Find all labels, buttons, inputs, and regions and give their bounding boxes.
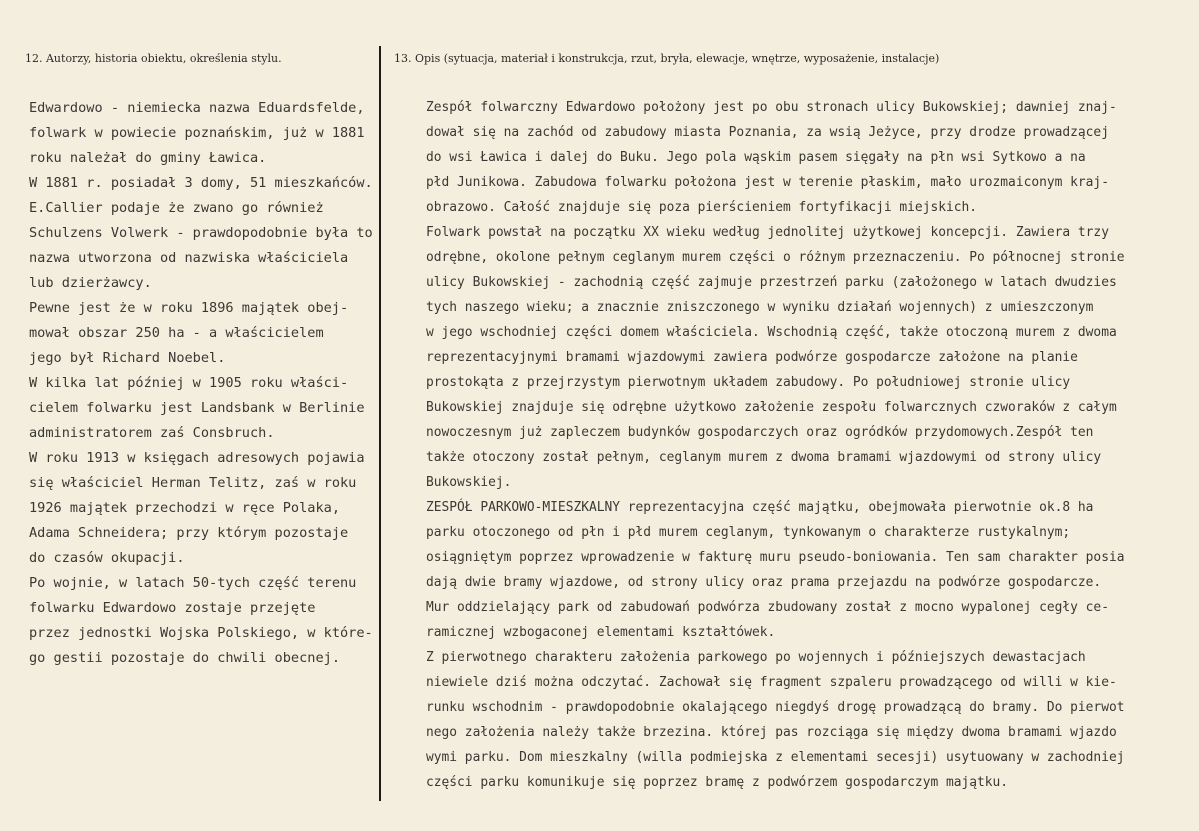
text-line: Bukowskiej. [426, 475, 512, 490]
history-text-column [29, 96, 373, 671]
text-line: się właściciel Herman Telitz, zaś w roku [29, 475, 357, 491]
text-line: roku należał do gminy Ławica. [29, 150, 267, 166]
text-line: lub dzierżawcy. [29, 275, 152, 291]
text-line: 1926 majątek przechodzi w ręce Polaka, [29, 500, 340, 516]
text-line: W kilka lat później w 1905 roku właści- [29, 375, 349, 391]
text-line: nazwa utworzona od nazwiska właściciela [29, 250, 349, 266]
text-line: nowoczesnym już zapleczem budynków gospodarczych oraz ogródków przydomowych.Zespół ten [426, 425, 1094, 440]
text-line: prostokąta z przejrzystym pierwotnym układem zabudowy. Po południowej stronie ulicy [426, 375, 1071, 390]
text-line: jego był Richard Noebel. [29, 350, 226, 366]
text-line: ramicznej wzbogaconej elementami kształtówek. [426, 625, 776, 640]
text-line: w jego wschodniej części domem właściciela. Wschodnią część, także otoczoną murem z dwoma [426, 325, 1117, 340]
text-line: płd Junikowa. Zabudowa folwarku położona jest w terenie płaskim, mało urozmaiconym kraj- [426, 175, 1109, 190]
text-line: W 1881 r. posiadał 3 domy, 51 mieszkańców. [29, 175, 373, 191]
text-line: do wsi Ławica i dalej do Buku. Jego pola wąskim pasem sięgały na płn wsi Sytkowo a na [426, 150, 1086, 165]
text-line: folwark w powiecie poznańskim, już w 1881 [29, 125, 365, 141]
text-line: części parku komunikuje się poprzez bramę z podwórzem gospodarczym majątku. [426, 775, 1009, 790]
text-line: administratorem zaś Consbruch. [29, 425, 275, 441]
text-line: nego założenia należy także brzezina. której pas rozciąga się między dwoma bramami wjazdo [426, 725, 1117, 740]
text-line: cielem folwarku jest Landsbank w Berlinie [29, 400, 365, 416]
text-line: Po wojnie, w latach 50-tych część terenu [29, 575, 357, 591]
text-line: odrębne, okolone pełnym ceglanym murem części o różnym przeznaczeniu. Po północnej stronie [426, 250, 1125, 265]
text-line: mował obszar 250 ha - a właścicielem [29, 325, 324, 341]
text-line: obrazowo. Całość znajduje się poza pierścieniem fortyfikacji miejskich. [426, 200, 978, 215]
text-line: Edwardowo - niemiecka nazwa Eduardsfelde, [29, 100, 365, 116]
text-line: Pewne jest że w roku 1896 majątek obej- [29, 300, 349, 316]
text-line: parku otoczonego od płn i płd murem ceglanym, tynkowanym o charakterze rustykalnym; [426, 525, 1071, 540]
text-line: Schulzens Volwerk - prawdopodobnie była to [29, 225, 373, 241]
text-line: dował się na zachód od zabudowy miasta Poznania, za wsią Jeżyce, przy drodze prowadzącej [426, 125, 1109, 140]
text-line: ZESPÓŁ PARKOWO-MIESZKALNY reprezentacyjna część majątku, obejmowała pierwotnie ok.8 ha [426, 500, 1094, 515]
text-line: przez jednostki Wojska Polskiego, w które- [29, 625, 373, 641]
text-line: go gestii pozostaje do chwili obecnej. [29, 650, 340, 666]
text-line: reprezentacyjnymi bramami wjazdowymi zawiera podwórze gospodarcze założone na planie [426, 350, 1078, 365]
text-line: Adama Schneidera; przy którym pozostaje [29, 525, 349, 541]
right-column-header: 13. Opis (sytuacja, materiał i konstrukcja, rzut, bryła, elewacje, wnętrze, wyposażenie, instalacje) [394, 52, 940, 65]
text-line: niewiele dziś można odczytać. Zachował się fragment szpaleru prowadzącego od willi w kie- [426, 675, 1117, 690]
text-line: do czasów okupacji. [29, 550, 185, 566]
text-line: runku wschodnim - prawdopodobnie okalającego niegdyś drogę prowadzącą do bramy. Do pierwot [426, 700, 1125, 715]
column-divider [379, 46, 381, 801]
text-line: Mur oddzielający park od zabudowań podwórza zbudowany został z mocno wypalonej cegły ce- [426, 600, 1109, 615]
text-line: także otoczony został pełnym, ceglanym murem z dwoma bramami wjazdowymi od strony ulicy [426, 450, 1102, 465]
description-text-column [426, 95, 1124, 795]
text-line: Folwark powstał na początku XX wieku według jednolitej użytkowej koncepcji. Zawiera trzy [426, 225, 1109, 240]
text-line: Z pierwotnego charakteru założenia parkowego po wojennych i późniejszych dewastacjach [426, 650, 1086, 665]
left-column-header: 12. Autorzy, historia obiektu, określenia stylu. [25, 52, 282, 65]
text-line: osiągniętym poprzez wprowadzenie w fakturę muru pseudo-boniowania. Ten sam charakter posia [426, 550, 1125, 565]
text-line: wymi parku. Dom mieszkalny (willa podmiejska z elementami secesji) usytuowany w zachodniej [426, 750, 1125, 765]
text-line: folwarku Edwardowo zostaje przejęte [29, 600, 316, 616]
text-line: Bukowskiej znajduje się odrębne użytkowo założenie zespołu folwarcznych czworaków z całym [426, 400, 1117, 415]
text-line: W roku 1913 w księgach adresowych pojawia [29, 450, 365, 466]
text-line: tych naszego wieku; a znacznie zniszczonego w wyniku działań wojennych) z umieszczonym [426, 300, 1094, 315]
text-line: dają dwie bramy wjazdowe, od strony ulicy oraz prama przejazdu na podwórze gospodarcze. [426, 575, 1102, 590]
text-line: E.Callier podaje że zwano go również [29, 200, 324, 216]
text-line: Zespół folwarczny Edwardowo położony jest po obu stronach ulicy Bukowskiej; dawniej znaj- [426, 100, 1117, 115]
text-line: ulicy Bukowskiej - zachodnią część zajmuje przestrzeń parku (założonego w latach dwudzies [426, 275, 1117, 290]
